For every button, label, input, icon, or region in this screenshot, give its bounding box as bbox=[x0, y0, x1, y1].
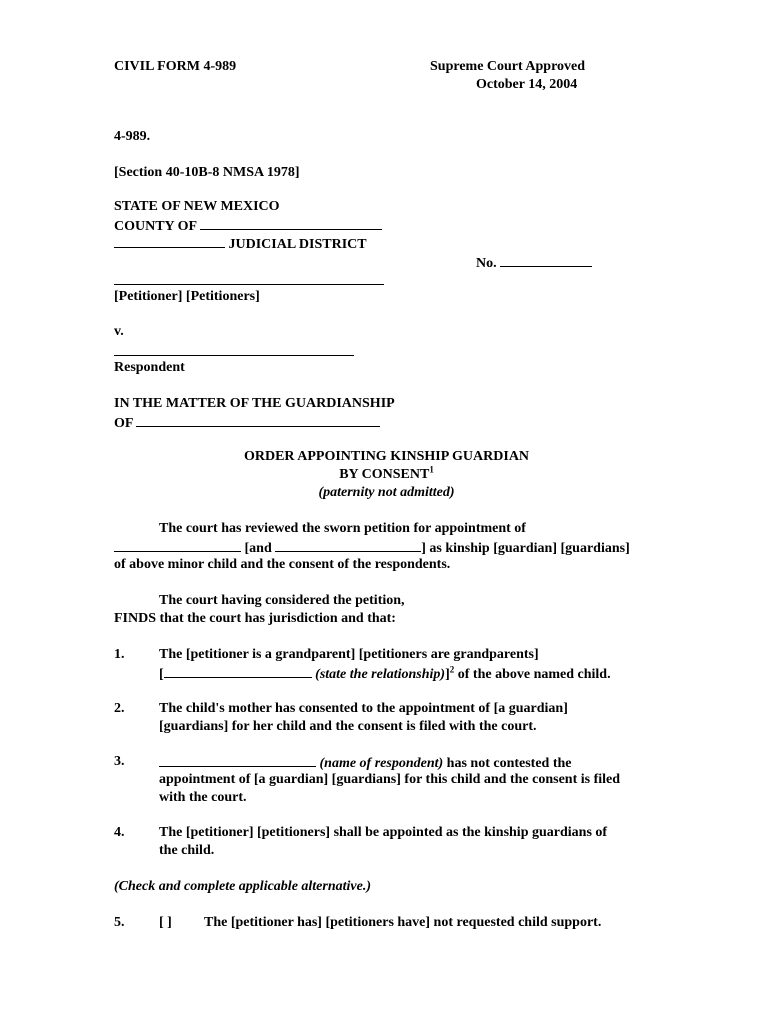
item-1-italic: (state the relationship) bbox=[315, 667, 446, 682]
findings-line2: FINDS that the court has jurisdiction and that: bbox=[114, 611, 396, 626]
intro-line2 bbox=[114, 538, 630, 558]
footnote-ref-2: 2 bbox=[449, 664, 455, 675]
title-consent: BY CONSENT bbox=[339, 467, 430, 482]
case-number-blank[interactable] bbox=[500, 253, 592, 267]
form-id: CIVIL FORM 4-989 bbox=[114, 59, 237, 74]
item-1-bracket: [ bbox=[159, 667, 164, 682]
statute-section: [Section 40-10B-8 NMSA 1978] bbox=[114, 165, 300, 180]
district-label: JUDICIAL DISTRICT bbox=[228, 237, 367, 252]
intro-and: [and bbox=[244, 541, 272, 556]
county-blank[interactable] bbox=[200, 216, 382, 230]
district-blank[interactable] bbox=[114, 234, 225, 248]
matter-of-label: OF bbox=[114, 416, 133, 431]
item-1-line1: The [petitioner is a grandparent] [petitioners are grandparents] bbox=[159, 647, 539, 662]
county-label: COUNTY OF bbox=[114, 219, 197, 234]
footnote-ref-1: 1 bbox=[429, 464, 434, 475]
item-4-number: 4. bbox=[114, 825, 125, 840]
item-3-italic: (name of respondent) bbox=[319, 756, 444, 771]
intro-line3: of above minor child and the consent of the respondents. bbox=[114, 557, 451, 572]
respondent-name-blank[interactable] bbox=[159, 753, 316, 767]
item-1-line2 bbox=[159, 664, 611, 684]
order-title-line2 bbox=[114, 466, 659, 484]
county-line bbox=[114, 216, 382, 236]
order-subtitle: (paternity not admitted) bbox=[318, 485, 455, 500]
versus: v. bbox=[114, 324, 124, 339]
respondent-label: Respondent bbox=[114, 360, 185, 375]
item-4-line1: The [petitioner] [petitioners] shall be appointed as the kinship guardians of bbox=[159, 825, 608, 840]
intro-as-kinship: ] as kinship [guardian] [guardians] bbox=[421, 541, 630, 556]
intro-line1: The court has reviewed the sworn petition for appointment of bbox=[159, 521, 526, 536]
item-3-number: 3. bbox=[114, 754, 125, 769]
order-title: ORDER APPOINTING KINSHIP GUARDIAN bbox=[243, 449, 530, 464]
item-2-line1: The child's mother has consented to the appointment of [a guardian] bbox=[159, 701, 568, 716]
child-name-blank[interactable] bbox=[136, 413, 380, 427]
relationship-blank[interactable] bbox=[164, 664, 312, 678]
district-line bbox=[114, 234, 367, 254]
case-no-label: No. bbox=[476, 256, 497, 271]
case-number-line bbox=[476, 253, 592, 273]
item-4-line2: the child. bbox=[159, 843, 215, 858]
matter-line: IN THE MATTER OF THE GUARDIANSHIP bbox=[114, 396, 395, 411]
item-3-line1 bbox=[159, 753, 572, 773]
item-1-close: ] bbox=[445, 667, 450, 682]
state-line: STATE OF NEW MEXICO bbox=[114, 199, 280, 214]
petitioner-label: [Petitioner] [Petitioners] bbox=[114, 289, 260, 304]
item-3-rest: has not contested the bbox=[443, 756, 572, 771]
item-5-text: The [petitioner has] [petitioners have] not requested child support. bbox=[204, 915, 602, 930]
item-3-line3: with the court. bbox=[159, 790, 247, 805]
item-2-number: 2. bbox=[114, 701, 125, 716]
item-1-number: 1. bbox=[114, 647, 125, 662]
item-3-line2: appointment of [a guardian] [guardians] for this child and the consent is filed bbox=[159, 772, 621, 787]
petitioner2-name-blank[interactable] bbox=[275, 538, 421, 552]
rule-number: 4-989. bbox=[114, 129, 151, 144]
petitioner-blank[interactable] bbox=[114, 284, 384, 285]
petitioner1-name-blank[interactable] bbox=[114, 538, 241, 552]
approval-date: October 14, 2004 bbox=[476, 77, 578, 92]
item-5-checkbox[interactable]: [ ] bbox=[159, 915, 172, 930]
respondent-blank[interactable] bbox=[114, 355, 354, 356]
item-5-number: 5. bbox=[114, 915, 125, 930]
approval-note: Supreme Court Approved bbox=[430, 59, 586, 74]
matter-of-line bbox=[114, 413, 380, 433]
findings-line1: The court having considered the petition, bbox=[159, 593, 405, 608]
instruction: (Check and complete applicable alternative.) bbox=[114, 879, 372, 894]
item-1-rest: of the above named child. bbox=[454, 667, 611, 682]
item-2-line2: [guardians] for her child and the consent is filed with the court. bbox=[159, 719, 537, 734]
